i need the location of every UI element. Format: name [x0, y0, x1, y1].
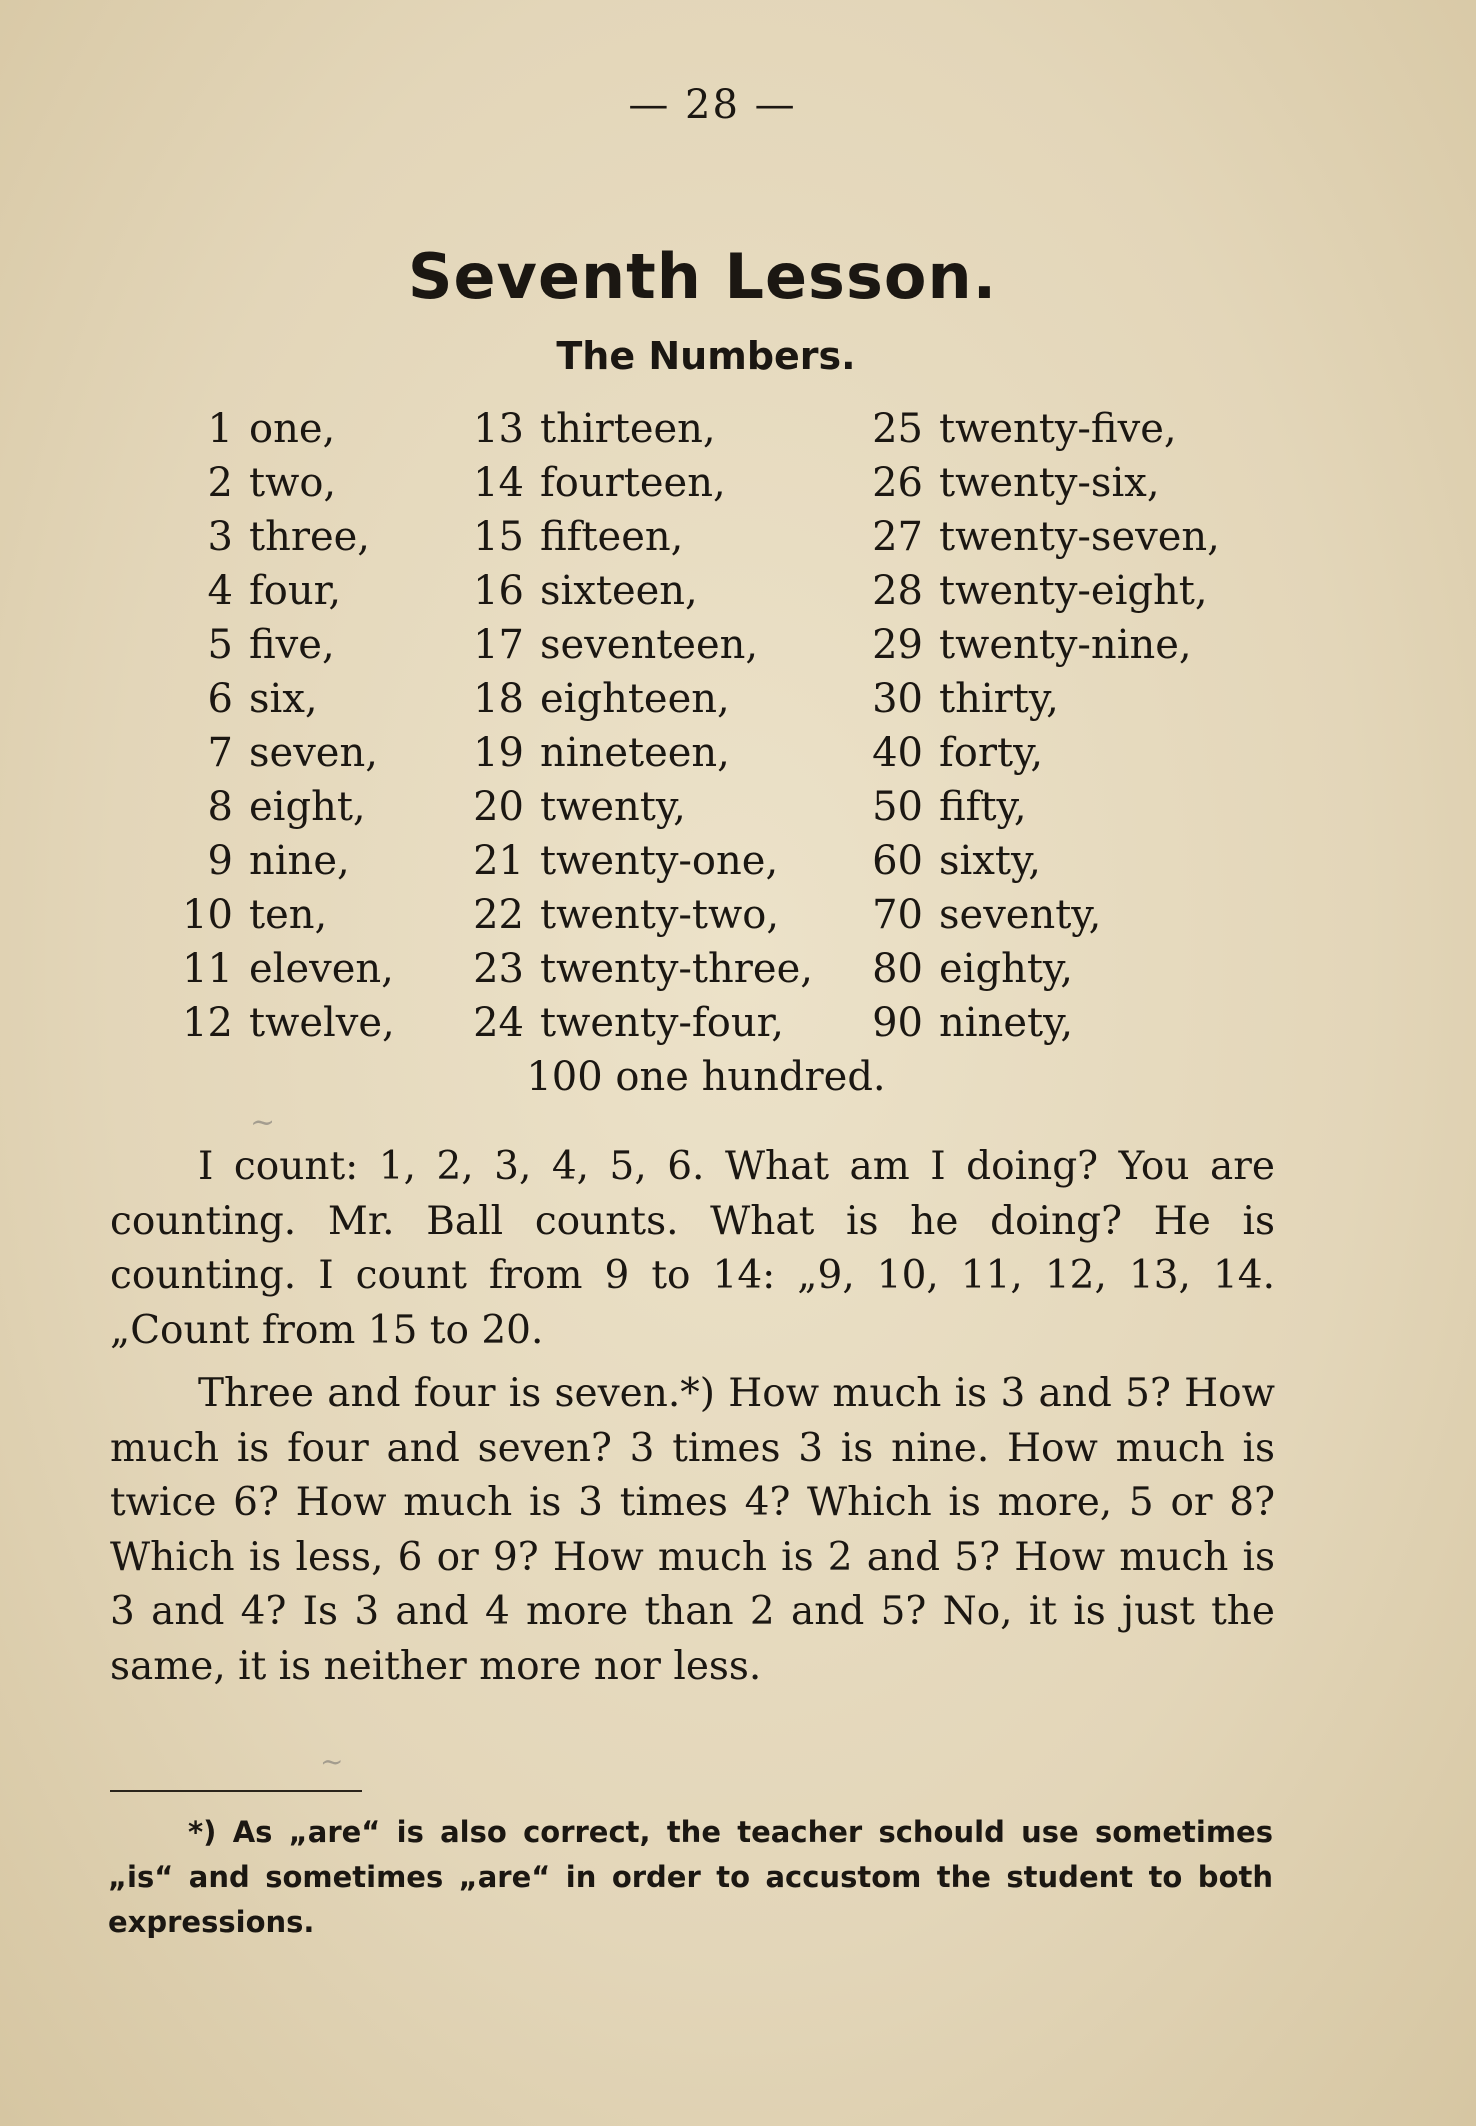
- number-digit: 19: [473, 730, 524, 776]
- number-entry: [838, 726, 1220, 780]
- number-word: fifty,: [939, 784, 1027, 830]
- number-entry: [150, 726, 395, 780]
- lesson-subtitle: The Numbers.: [556, 334, 856, 378]
- number-digit: 4: [207, 568, 233, 614]
- number-word: nine,: [249, 838, 350, 884]
- number-digit: 1: [207, 406, 233, 452]
- number-word: forty,: [939, 730, 1044, 776]
- number-digit: 12: [182, 1000, 233, 1046]
- number-digit: 26: [872, 460, 923, 506]
- number-entry: [838, 510, 1220, 564]
- number-word: twenty-nine,: [939, 622, 1192, 668]
- number-digit: 2: [207, 460, 233, 506]
- number-entry: [838, 672, 1220, 726]
- footnote: *) As „are“ is also correct, the teacher schould use sometimes „is“ and sometimes „are“ in order to accustom the student to both expressions.: [108, 1815, 1273, 1939]
- number-word: seven,: [249, 730, 378, 776]
- number-entry: [440, 942, 813, 996]
- number-word: twenty-three,: [540, 946, 813, 992]
- pencil-annotation-mark: ~: [320, 1745, 344, 1778]
- number-word: seventy,: [939, 892, 1102, 938]
- number-entry: [440, 996, 813, 1050]
- number-entry: [440, 456, 813, 510]
- number-entry: [440, 780, 813, 834]
- number-digit: 5: [207, 622, 233, 668]
- number-word: twenty-one,: [540, 838, 779, 884]
- number-entry: [440, 564, 813, 618]
- number-word: twenty-four,: [540, 1000, 785, 1046]
- numbers-column-2: [440, 402, 813, 1050]
- number-word: six,: [249, 676, 318, 722]
- number-entry: [440, 510, 813, 564]
- number-entry: [150, 996, 395, 1050]
- number-entry: [440, 726, 813, 780]
- number-entry: [838, 456, 1220, 510]
- number-digit: 13: [473, 406, 524, 452]
- number-digit: 16: [473, 568, 524, 614]
- number-word: five,: [249, 622, 335, 668]
- number-word: twenty-five,: [939, 406, 1177, 452]
- number-digit: 29: [872, 622, 923, 668]
- number-entry: [440, 402, 813, 456]
- number-entry: [150, 510, 395, 564]
- number-digit: 70: [872, 892, 923, 938]
- number-entry: [838, 402, 1220, 456]
- number-entry: [838, 834, 1220, 888]
- number-digit: 11: [182, 946, 233, 992]
- numbers-column-3: [838, 402, 1220, 1050]
- number-entry: [150, 564, 395, 618]
- number-digit: 10: [182, 892, 233, 938]
- number-digit: 24: [473, 1000, 524, 1046]
- number-digit: 40: [872, 730, 923, 776]
- number-word: twelve,: [249, 1000, 395, 1046]
- number-entry: [838, 996, 1220, 1050]
- page-number: — 28 —: [628, 82, 797, 128]
- number-word: ten,: [249, 892, 328, 938]
- number-digit: 22: [473, 892, 524, 938]
- paragraph-arithmetic: Three and four is seven.*) How much is 3 and 5? How much is four and seven? 3 times 3 is nine. How much is twice 6? How much is 3 times 4? Which is more, 5 or 8? Which is less, 6 or 9? How much is 2 and 5? How much is 3 and 4? Is 3 and 4 more than 2 and 5? No, it is just the same, it is neither more nor less.: [110, 1371, 1275, 1689]
- number-word: eleven,: [249, 946, 394, 992]
- number-entry: [838, 942, 1220, 996]
- number-entry: [150, 618, 395, 672]
- number-digit: 17: [473, 622, 524, 668]
- number-word: eight,: [249, 784, 366, 830]
- paragraph-counting: I count: 1, 2, 3, 4, 5, 6. What am I doing? You are counting. Mr. Ball counts. What is he doing? He is counting. I count from 9 to 14: „9, 10, 11, 12, 13, 14. „Count from 15 to 20.: [110, 1144, 1275, 1353]
- number-digit: 18: [473, 676, 524, 722]
- number-word: twenty-eight,: [939, 568, 1208, 614]
- number-entry: [838, 888, 1220, 942]
- number-digit: 50: [872, 784, 923, 830]
- number-word: thirty,: [939, 676, 1059, 722]
- number-digit: 15: [473, 514, 524, 560]
- number-digit: 60: [872, 838, 923, 884]
- number-digit: 14: [473, 460, 524, 506]
- number-word: fourteen,: [540, 460, 726, 506]
- number-word: twenty-seven,: [939, 514, 1220, 560]
- number-entry: [440, 618, 813, 672]
- number-word: eighteen,: [540, 676, 730, 722]
- number-word: eighty,: [939, 946, 1073, 992]
- number-entry: [150, 942, 395, 996]
- number-word: seventeen,: [540, 622, 759, 668]
- number-entry: [150, 456, 395, 510]
- footnote-divider: [110, 1790, 362, 1792]
- number-entry: [150, 888, 395, 942]
- number-word: ninety,: [939, 1000, 1074, 1046]
- number-word: three,: [249, 514, 371, 560]
- number-word: one,: [249, 406, 336, 452]
- number-digit: 28: [872, 568, 923, 614]
- number-digit: 30: [872, 676, 923, 722]
- number-digit: 8: [207, 784, 233, 830]
- number-entry: [150, 780, 395, 834]
- number-word: fifteen,: [540, 514, 684, 560]
- number-word: thirteen,: [540, 406, 716, 452]
- number-entry: [150, 672, 395, 726]
- pencil-annotation-mark: ~: [250, 1105, 276, 1140]
- number-digit: 20: [473, 784, 524, 830]
- number-digit: 3: [207, 514, 233, 560]
- number-entry: [150, 834, 395, 888]
- number-entry: [440, 672, 813, 726]
- lesson-title: Seventh Lesson.: [407, 240, 998, 313]
- number-word: twenty-two,: [540, 892, 780, 938]
- numbers-hundred: 100 one hundred.: [526, 1054, 886, 1100]
- number-digit: 25: [872, 406, 923, 452]
- number-entry: [838, 618, 1220, 672]
- number-entry: [838, 780, 1220, 834]
- number-digit: 21: [473, 838, 524, 884]
- number-digit: 90: [872, 1000, 923, 1046]
- number-word: two,: [249, 460, 337, 506]
- number-digit: 6: [207, 676, 233, 722]
- number-word: sixteen,: [540, 568, 698, 614]
- number-word: four,: [249, 568, 342, 614]
- number-word: sixty,: [939, 838, 1041, 884]
- number-digit: 27: [872, 514, 923, 560]
- number-entry: [150, 402, 395, 456]
- numbers-column-1: [150, 402, 395, 1050]
- number-digit: 80: [872, 946, 923, 992]
- number-word: twenty-six,: [939, 460, 1160, 506]
- number-digit: 9: [207, 838, 233, 884]
- number-entry: [440, 888, 813, 942]
- number-word: twenty,: [540, 784, 686, 830]
- number-word: nineteen,: [540, 730, 730, 776]
- number-entry: [838, 564, 1220, 618]
- number-entry: [440, 834, 813, 888]
- number-digit: 23: [473, 946, 524, 992]
- number-digit: 7: [207, 730, 233, 776]
